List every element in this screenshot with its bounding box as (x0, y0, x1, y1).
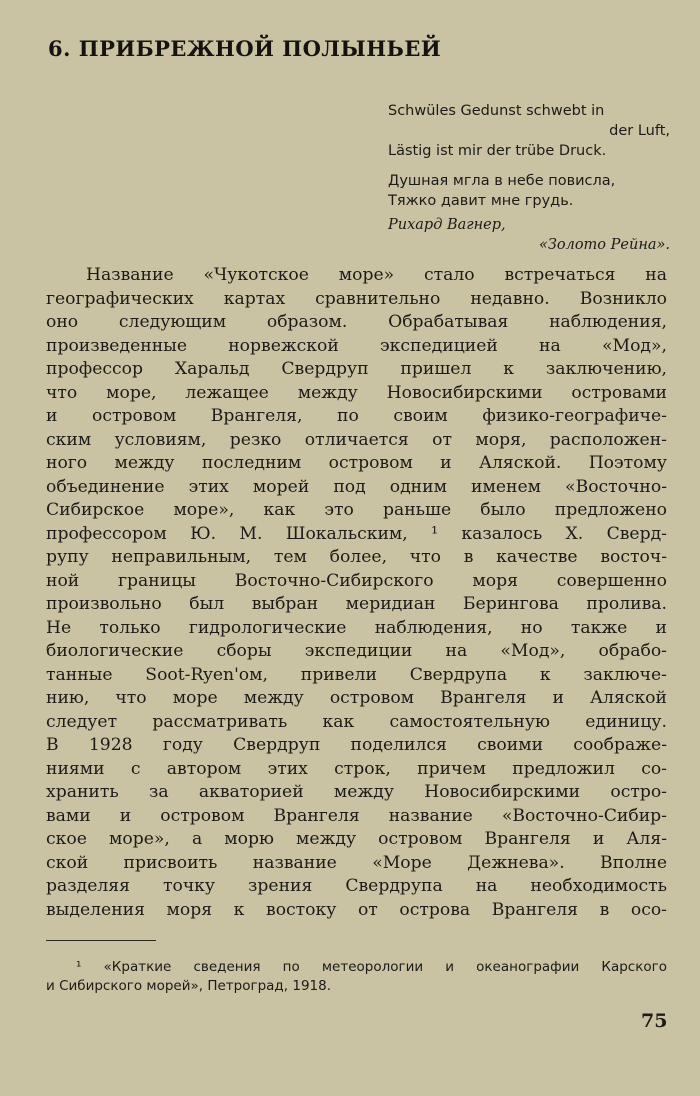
body-line: что море, лежащее между Новосибирскими островами (46, 382, 667, 403)
body-line: рупу неправильным, тем более, что в качестве восточ- (46, 547, 667, 567)
body-line: оно следующим образом. Обрабатывая наблюдения, (46, 312, 667, 332)
epigraph (388, 101, 670, 255)
body-line: объединение этих морей под одним именем «Восточно- (46, 476, 667, 497)
body-line: ного между последним островом и Аляской. Поэтому (46, 453, 667, 473)
body-line: ским условиям, резко отличается от моря, расположен- (46, 429, 667, 450)
body-line: профессор Харальд Свердруп пришел к заключению, (46, 359, 667, 379)
footnote-divider (46, 940, 156, 941)
epigraph-author: Рихард Вагнер, (388, 217, 506, 233)
body-line: хранить за акваторией между Новосибирскими остро- (46, 782, 667, 802)
epigraph-work: «Золото Рейна». (538, 237, 670, 253)
body-line: Сибирское море», как это раньше было предложено (46, 500, 667, 520)
page-number: 75 (641, 1010, 668, 1032)
body-line: вами и островом Врангеля название «Восточно-Сибир- (46, 805, 667, 826)
body-line: Не только гидрологические наблюдения, но также и (46, 617, 667, 638)
chapter-title: 6. ПРИБРЕЖНОЙ ПОЛЫНЬЕЙ (48, 36, 442, 61)
body-line: выделения моря к востоку от острова Врангеля в осо- (46, 899, 667, 920)
body-line: ское море», а морю между островом Врангеля и Аля- (46, 829, 667, 849)
body-line: ной границы Восточно-Сибирского моря совершенно (46, 570, 667, 591)
epigraph-german-line: Schwüles Gedunst schwebt in (388, 103, 605, 119)
body-text (46, 264, 667, 922)
body-line: Название «Чукотское море» стало встречаться на (86, 265, 667, 285)
body-line: танные Soot-Ryen'ом, привели Свердрупа к заключе- (46, 664, 667, 685)
body-line: произвольно был выбран меридиан Берингова пролива. (46, 594, 667, 614)
body-line: разделяя точку зрения Свердрупа на необходимость (46, 876, 667, 896)
epigraph-german-line: der Luft, (609, 123, 670, 139)
body-line: следует рассматривать как самостоятельную единицу. (46, 711, 667, 732)
epigraph-russian-line: Душная мгла в небе повисла, (388, 173, 616, 189)
body-line: нию, что море между островом Врангеля и Аляской (46, 688, 667, 708)
footnote-line: ¹ «Краткие сведения по метеорологии и океанографии Карского (76, 959, 667, 975)
body-line: биологические сборы экспедиции на «Мод», обрабо- (46, 641, 667, 661)
body-line: географических картах сравнительно недавно. Возникло (46, 288, 667, 309)
body-line: ской присвоить название «Море Дежнева». Вполне (46, 852, 667, 873)
body-line: ниями с автором этих строк, причем предложил со- (46, 758, 667, 779)
body-line: В 1928 году Свердруп поделился своими соображе- (46, 735, 667, 755)
body-line: и островом Врангеля, по своим физико-географиче- (46, 406, 667, 426)
body-line: профессором Ю. М. Шокальским, ¹ казалось Х. Сверд- (46, 523, 667, 544)
body-line: произведенные норвежской экспедицией на «Мод», (46, 335, 667, 356)
epigraph-german-line: Lästig ist mir der trübe Druck. (388, 143, 607, 159)
footnote-line: и Сибирского морей», Петроград, 1918. (46, 978, 331, 994)
footnote (46, 958, 667, 996)
epigraph-russian-line: Тяжко давит мне грудь. (388, 193, 574, 209)
